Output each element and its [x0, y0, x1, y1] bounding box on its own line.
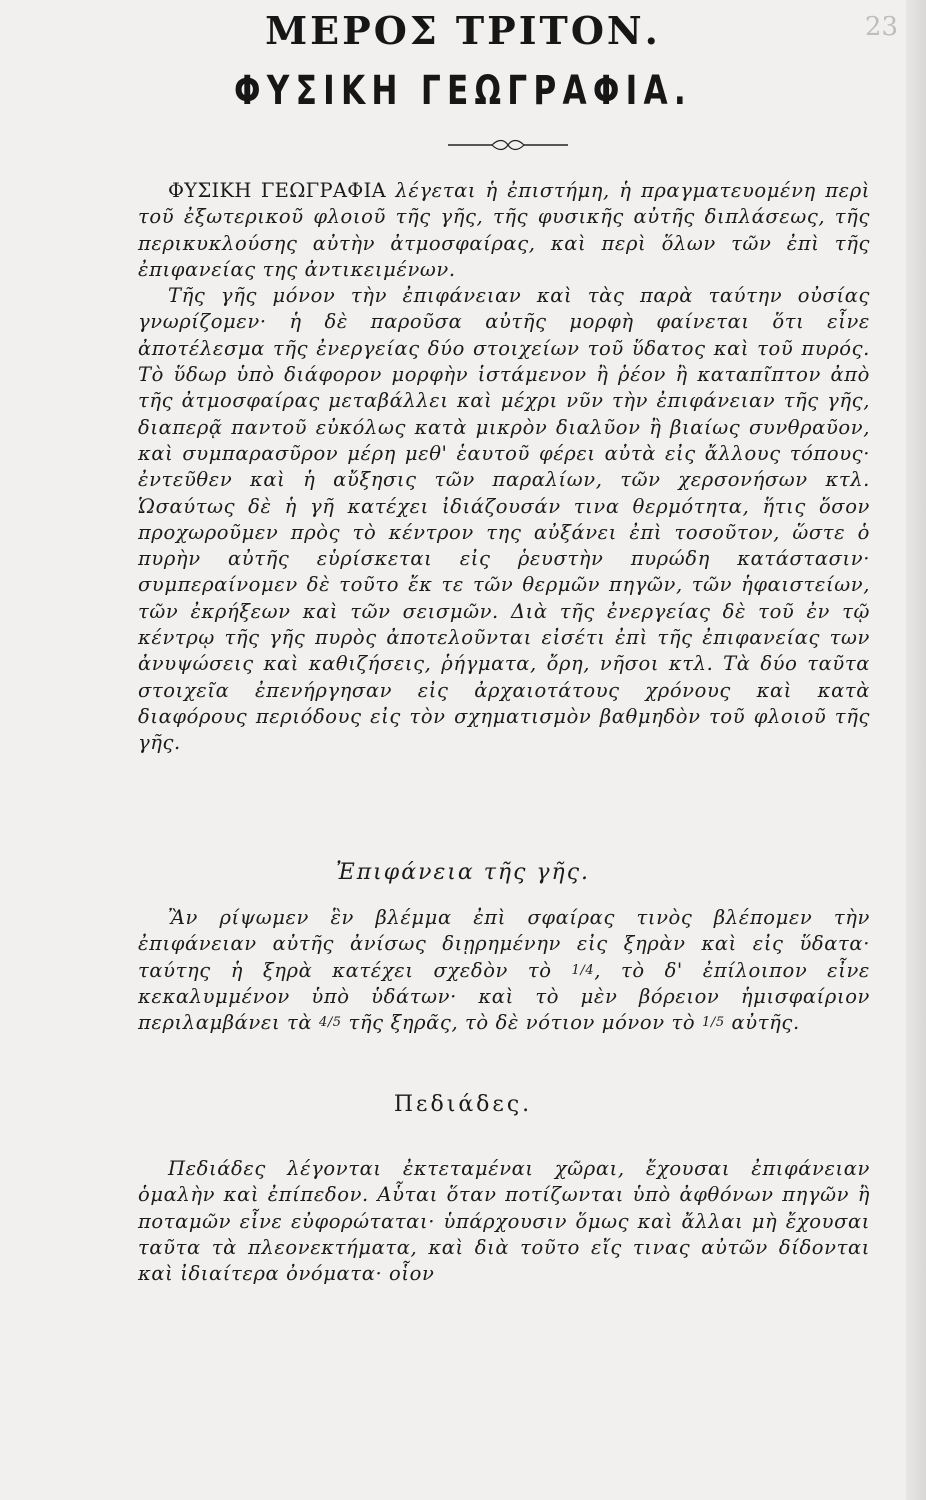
main-title: ΦΥΣΙΚΗ ΓΕΩΓΡΑΦΙΑ.	[233, 68, 693, 114]
surface-section	[138, 905, 870, 1036]
surface-text-b: , τὸ δ' ἐπίλοιπον εἶνε κεκαλυμμένον ὑπὸ ὑδάτων· καὶ τὸ μὲν βόρειον ἡμισφαίριον περιλαμβάνει τὰ	[138, 958, 870, 1035]
page-number: 23	[864, 12, 898, 42]
term-water: ὕδατος	[631, 336, 706, 360]
intro-paragraph-2	[138, 283, 870, 756]
surface-text-c: τῆς ξηρᾶς, τὸ δὲ νότιον μόνον τὸ	[341, 1011, 702, 1035]
intro-paragraph-2-text-b: . Τὸ ὕδωρ ὑπὸ διάφορον μορφὴν ἱστάμενον ἢ ῥέον ἢ καταπῖπτον ἀπὸ τῆς ἀτμοσφαίρας μεταβάλλει καὶ μέχρι νῦν τὴν ἐπιφάνειαν τῆς γῆς, διαπερᾷ παντοῦ εὐκόλως κατὰ μικρὸν διαλῦον ἢ βιαίως συνθραῦον, καὶ συμπαρασῦρον μέρη μεθ' ἑαυτοῦ φέρει αὐτὰ εἰς ἄλλους τόπους· ἐντεῦθεν καὶ ἡ αὔξησις τῶν παραλίων, τῶν χερσονήσων κτλ. Ὡσαύτως δὲ ἡ γῆ κατέχει ἰδιάζουσάν τινα θερμότητα, ἥτις ὅσον προχωροῦμεν πρὸς τὸ κέντρον της αὐξάνει ἐπὶ τοσοῦτον, ὥστε ὁ πυρὴν αὐτῆς εὑρίσκεται εἰς ῥευστὴν πυρώδη κατάστασιν· συμπεραίνομεν δὲ τοῦτο ἔκ τε τῶν θερμῶν πηγῶν, τῶν ἡφαιστείων, τῶν ἐκρήξεων καὶ τῶν σεισμῶν. Διὰ τῆς ἐνεργείας δὲ τοῦ ἐν τῷ κέντρῳ τῆς γῆς πυρὸς ἀποτελοῦνται εἰσέτι ἐπὶ τῆς ἐπιφανείας των ἀνυψώσεις καὶ καθιζήσεις, ῥήγματα, ὄρη, νῆσοι κτλ. Τὰ δύο ταῦτα στοιχεῖα ἐπενήργησαν εἰς ἀρχαιοτάτους χρόνους καὶ κατὰ διαφόρους περιόδους εἰς τὸν σχηματισμὸν βαθμηδὸν τοῦ φλοιοῦ τῆς γῆς.	[138, 336, 870, 755]
plains-paragraph	[138, 1156, 870, 1287]
intro-paragraph-2-and: καὶ τοῦ	[705, 336, 802, 360]
fraction-four-fifths: 4/5	[318, 1015, 342, 1031]
fraction-one-fifth: 1/5	[702, 1015, 725, 1031]
part-title: ΜΕΡΟΣ ΤΡΙΤΟΝ.	[265, 8, 661, 53]
intro-paragraph-1	[138, 178, 870, 283]
intro-paragraph-1-text: λέγεται ἡ ἐπιστήμη, ἡ πραγματευομένη περὶ τοῦ ἐξωτερικοῦ φλοιοῦ τῆς γῆς, τῆς φυσικῆς αὐτῆς διπλάσεως, τῆς περικυκλούσης αὐτὴν ἀτμοσφαίρας, καὶ περὶ ὅλων τῶν ἐπὶ τῆς ἐπιφανείας της ἀντικειμένων.	[138, 179, 870, 281]
surface-paragraph	[138, 905, 870, 1036]
plains-title: Πεδιάδες.	[393, 1092, 533, 1117]
ornament-divider-icon	[448, 138, 568, 152]
surface-text-a: Ἂν ρίψωμεν ἓν βλέμμα ἐπὶ σφαίρας τινὸς βλέπομεν τὴν ἐπιφάνειαν αὐτῆς ἀνίσως διῃρημένην εἰς ξηρὰν καὶ εἰς ὕδατα· ταύτης ἡ ξηρὰ κατέχει σχεδὸν τὸ	[138, 906, 870, 982]
intro-paragraph-2-text-a: Τῆς γῆς μόνον τὴν ἐπιφάνειαν καὶ τὰς παρὰ ταύτην οὐσίας γνωρίζομεν· ἡ δὲ παροῦσα αὐτῆς μορφὴ φαίνεται ὅτι εἶνε ἀποτέλεσμα τῆς ἐνεργείας δύο στοιχείων τοῦ	[138, 284, 870, 360]
plains-section	[138, 1156, 870, 1287]
intro-lead-term: ΦΥΣΙΚΗ ΓΕΩΓΡΑΦΙΑ	[168, 179, 386, 202]
page-edge-shadow	[906, 0, 926, 1500]
term-fire: πυρός	[801, 336, 864, 360]
surface-text-d: αὐτῆς.	[724, 1011, 800, 1035]
plains-text: λέγονται ἐκτεταμέναι χῶραι, ἔχουσαι ἐπιφάνειαν ὁμαλὴν καὶ ἐπίπεδον. Αὗται ὅταν ποτίζωνται ὑπὸ ἀφθόνων πηγῶν ἢ ποταμῶν εἶνε εὐφορώταται· ὑπάρχουσιν ὅμως καὶ ἄλλαι μὴ ἔχουσαι ταῦτα τὰ πλεονεκτήματα, καὶ διὰ τοῦτο εἴς τινας αὐτῶν δίδονται καὶ ἰδιαίτερα ὀνόματα· οἷον	[138, 1157, 870, 1286]
intro-section	[138, 178, 870, 757]
plains-lead-term: Πεδιάδες	[168, 1157, 266, 1180]
surface-title: Ἐπιφάνεια τῆς γῆς.	[335, 860, 591, 885]
fraction-one-quarter: 1/4	[571, 962, 595, 978]
